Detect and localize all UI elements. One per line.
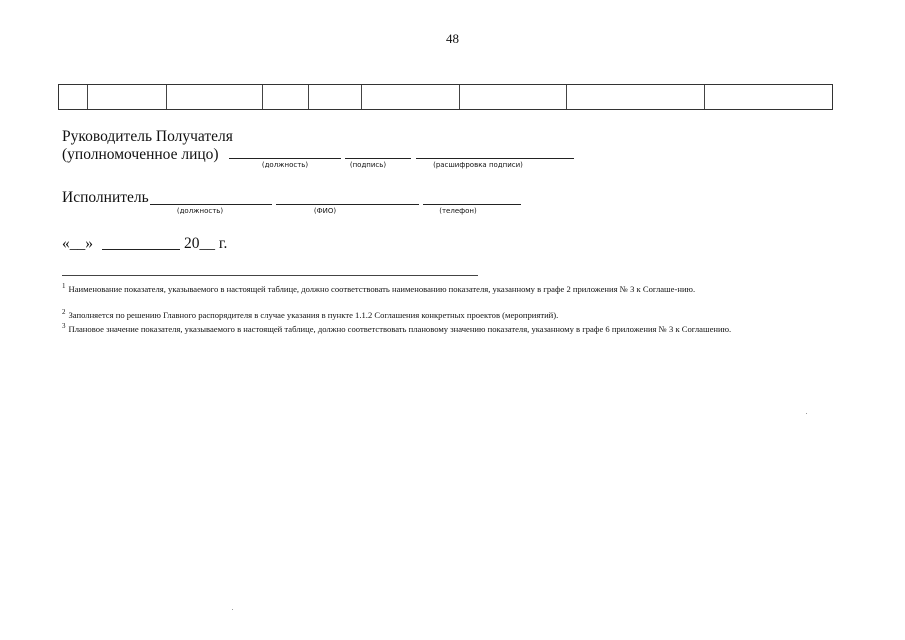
head-title-line2: (уполномоченное лицо) bbox=[62, 146, 219, 163]
caption-signature: (подпись) bbox=[349, 161, 387, 169]
caption-position: (должность) bbox=[261, 161, 309, 169]
footnote-marker: 3 bbox=[62, 322, 66, 330]
table-column-divider bbox=[459, 85, 460, 109]
footnote-separator bbox=[62, 275, 478, 276]
footnote-1 bbox=[62, 281, 852, 295]
date-month-line bbox=[102, 249, 180, 250]
table-column-divider bbox=[361, 85, 362, 109]
signature-line bbox=[345, 158, 411, 159]
page-number: 48 bbox=[446, 31, 459, 46]
scan-speck bbox=[806, 413, 807, 414]
date-year: 20__ г. bbox=[184, 235, 228, 252]
footnote-text: Заполняется по решению Главного распорядителя в случае указания в пункте 1.1.2 Соглашения конкретных проектов (мероприятий). bbox=[68, 310, 559, 320]
executor-position-line bbox=[150, 204, 272, 205]
date-day: «__» bbox=[62, 235, 93, 252]
position-signature-line bbox=[229, 158, 341, 159]
signature-decoding-line bbox=[416, 158, 574, 159]
caption-executor-name: (ФИО) bbox=[313, 207, 337, 215]
footnote-text: Плановое значение показателя, указываемого в настоящей таблице, должно соответствовать плановому значению показателя, указанному в графе 6 приложения № 3 к Соглашению. bbox=[68, 324, 732, 334]
scan-speck bbox=[232, 609, 233, 610]
footnote-2 bbox=[62, 307, 852, 321]
table-column-divider bbox=[262, 85, 263, 109]
head-title-line1: Руководитель Получателя bbox=[62, 128, 233, 145]
footnote-3 bbox=[62, 321, 852, 335]
table-column-divider bbox=[566, 85, 567, 109]
table-column-divider bbox=[704, 85, 705, 109]
executor-phone-line bbox=[423, 204, 521, 205]
table-column-divider bbox=[87, 85, 88, 109]
executor-name-line bbox=[276, 204, 419, 205]
caption-signature-decoding: (расшифровка подписи) bbox=[433, 161, 523, 169]
table-column-divider bbox=[308, 85, 309, 109]
footnote-marker: 2 bbox=[62, 308, 66, 316]
executor-label: Исполнитель bbox=[62, 189, 149, 206]
table-column-divider bbox=[166, 85, 167, 109]
table-fragment bbox=[58, 84, 833, 110]
caption-executor-position: (должность) bbox=[176, 207, 224, 215]
caption-executor-phone: (телефон) bbox=[439, 207, 477, 215]
footnote-marker: 1 bbox=[62, 282, 66, 290]
footnote-text: Наименование показателя, указываемого в настоящей таблице, должно соответствовать наименованию показателя, указанному в графе 2 приложения № 3 к Соглаше-нию. bbox=[68, 284, 696, 294]
